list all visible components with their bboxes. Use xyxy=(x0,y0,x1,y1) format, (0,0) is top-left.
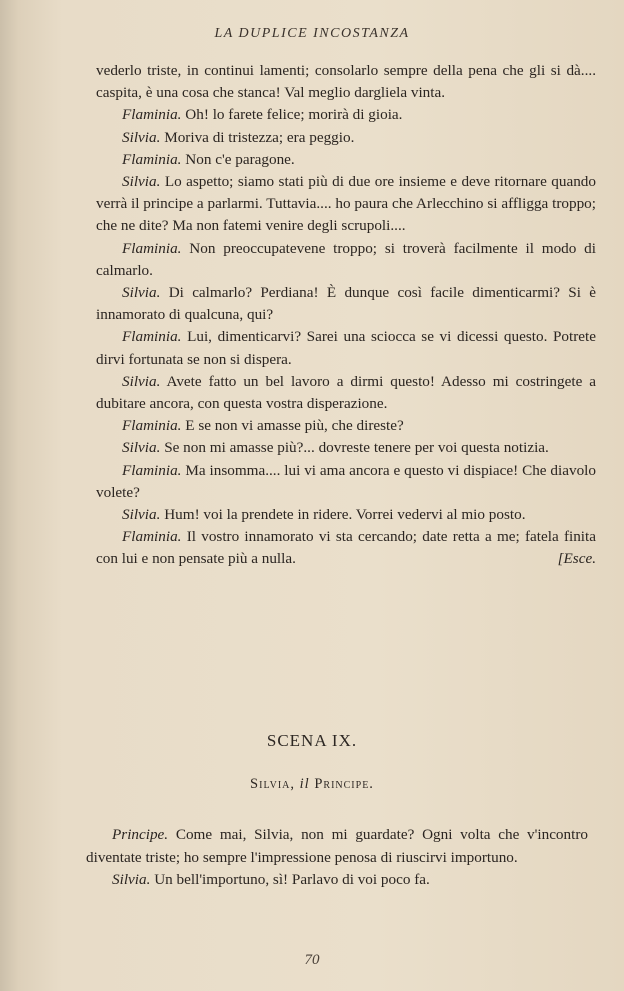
paragraph xyxy=(96,149,596,171)
speaker-name: Flaminia. xyxy=(122,106,182,124)
paragraph xyxy=(86,824,588,869)
speaker-name: Silvia. xyxy=(122,173,161,191)
page-number: 70 xyxy=(304,952,320,968)
paragraph xyxy=(96,127,596,149)
scene-dialogue xyxy=(86,824,588,892)
speech-text: Non c'e paragone. xyxy=(181,150,295,168)
speech-text: Lo aspetto; siamo stati più di due ore insieme e deve ritornare quando verrà il principe a parlarmi. Tuttavia.... ho paura che Arlecchino si affligga troppo; che ne dite? Ma non fatemi venire degli scrupoli.... xyxy=(96,173,596,235)
speech-text: Come mai, Silvia, non mi guardate? Ogni volta che v'incontro diventate triste; ho sempre l'impressione penosa di riuscirvi importuno. xyxy=(86,826,588,866)
speech-text: Un bell'importuno, sì! Parlavo di voi poco fa. xyxy=(150,871,430,889)
paragraph xyxy=(96,437,596,459)
paragraph xyxy=(96,326,596,370)
scene-characters xyxy=(0,776,624,793)
speaker-name: Silvia. xyxy=(112,871,151,889)
speech-text: Avete fatto un bel lavoro a dirmi questo! Adesso mi costringete a dubitare ancora, con questa vostra disperazione. xyxy=(96,372,596,413)
paragraph xyxy=(96,104,596,126)
speaker-name: Flaminia. xyxy=(122,150,182,168)
character-name: Principe. xyxy=(314,776,374,792)
paragraph xyxy=(96,415,596,437)
paragraph-text: vederlo triste, in continui lamenti; consolarlo sempre della pena che gli si dà.... caspita, è una cosa che stanca! Val meglio dargliela vinta. xyxy=(96,62,596,102)
paragraph xyxy=(96,238,596,282)
scene-title: SCENA IX. xyxy=(266,731,358,750)
speech-text: Se non mi amasse più?... dovreste tenere per voi questa notizia. xyxy=(160,439,549,457)
speech-text: Hum! voi la prendete in ridere. Vorrei vedervi al mio posto. xyxy=(160,506,526,524)
speech-text: Non preoccupatevene troppo; si troverà facilmente il modo di calmarlo. xyxy=(96,239,596,279)
speaker-name: Flaminia. xyxy=(122,417,182,435)
speaker-name: Silvia. xyxy=(122,506,161,524)
paragraph xyxy=(96,282,596,326)
speech-text: Di calmarlo? Perdiana! È dunque così facile dimenticarmi? Si è innamorato di qualcuna, qui? xyxy=(96,284,596,324)
speech-text: Moriva di tristezza; era peggio. xyxy=(160,128,355,146)
speech-text: Ma insomma.... lui vi ama ancora e questo vi dispiace! Che diavolo volete? xyxy=(96,461,596,501)
paragraph xyxy=(96,526,596,570)
speaker-name: Flaminia. xyxy=(122,239,182,257)
speaker-name: Flaminia. xyxy=(122,328,182,346)
paragraph xyxy=(86,869,588,892)
running-head: LA DUPLICE INCOSTANZA xyxy=(214,26,410,41)
dialogue-text xyxy=(96,60,596,571)
speech-text: Oh! lo farete felice; morirà di gioia. xyxy=(181,106,403,124)
speaker-name: Flaminia. xyxy=(122,461,182,479)
speech-text: E se non vi amasse più, che direste? xyxy=(181,417,404,435)
character-name: Silvia, xyxy=(250,776,296,792)
speaker-name: Silvia. xyxy=(122,128,161,146)
speech-text: Lui, dimenticarvi? Sarei una sciocca se vi dicessi questo. Potrete dirvi fortunata se non si dispera. xyxy=(96,328,596,368)
paragraph xyxy=(96,171,596,238)
paragraph xyxy=(96,60,596,104)
paragraph xyxy=(96,460,596,504)
speaker-name: Flaminia. xyxy=(122,528,182,546)
article: il xyxy=(299,776,310,792)
speaker-name: Principe. xyxy=(112,826,169,843)
paragraph xyxy=(96,371,596,415)
speaker-name: Silvia. xyxy=(122,439,161,457)
paragraph xyxy=(96,504,596,526)
speech-text: Il vostro innamorato vi sta cercando; date retta a me; fatela finita con lui e non pensate più a nulla. xyxy=(96,528,596,568)
stage-direction: [Esce. xyxy=(557,550,596,568)
speaker-name: Silvia. xyxy=(122,372,161,390)
speaker-name: Silvia. xyxy=(122,284,161,302)
